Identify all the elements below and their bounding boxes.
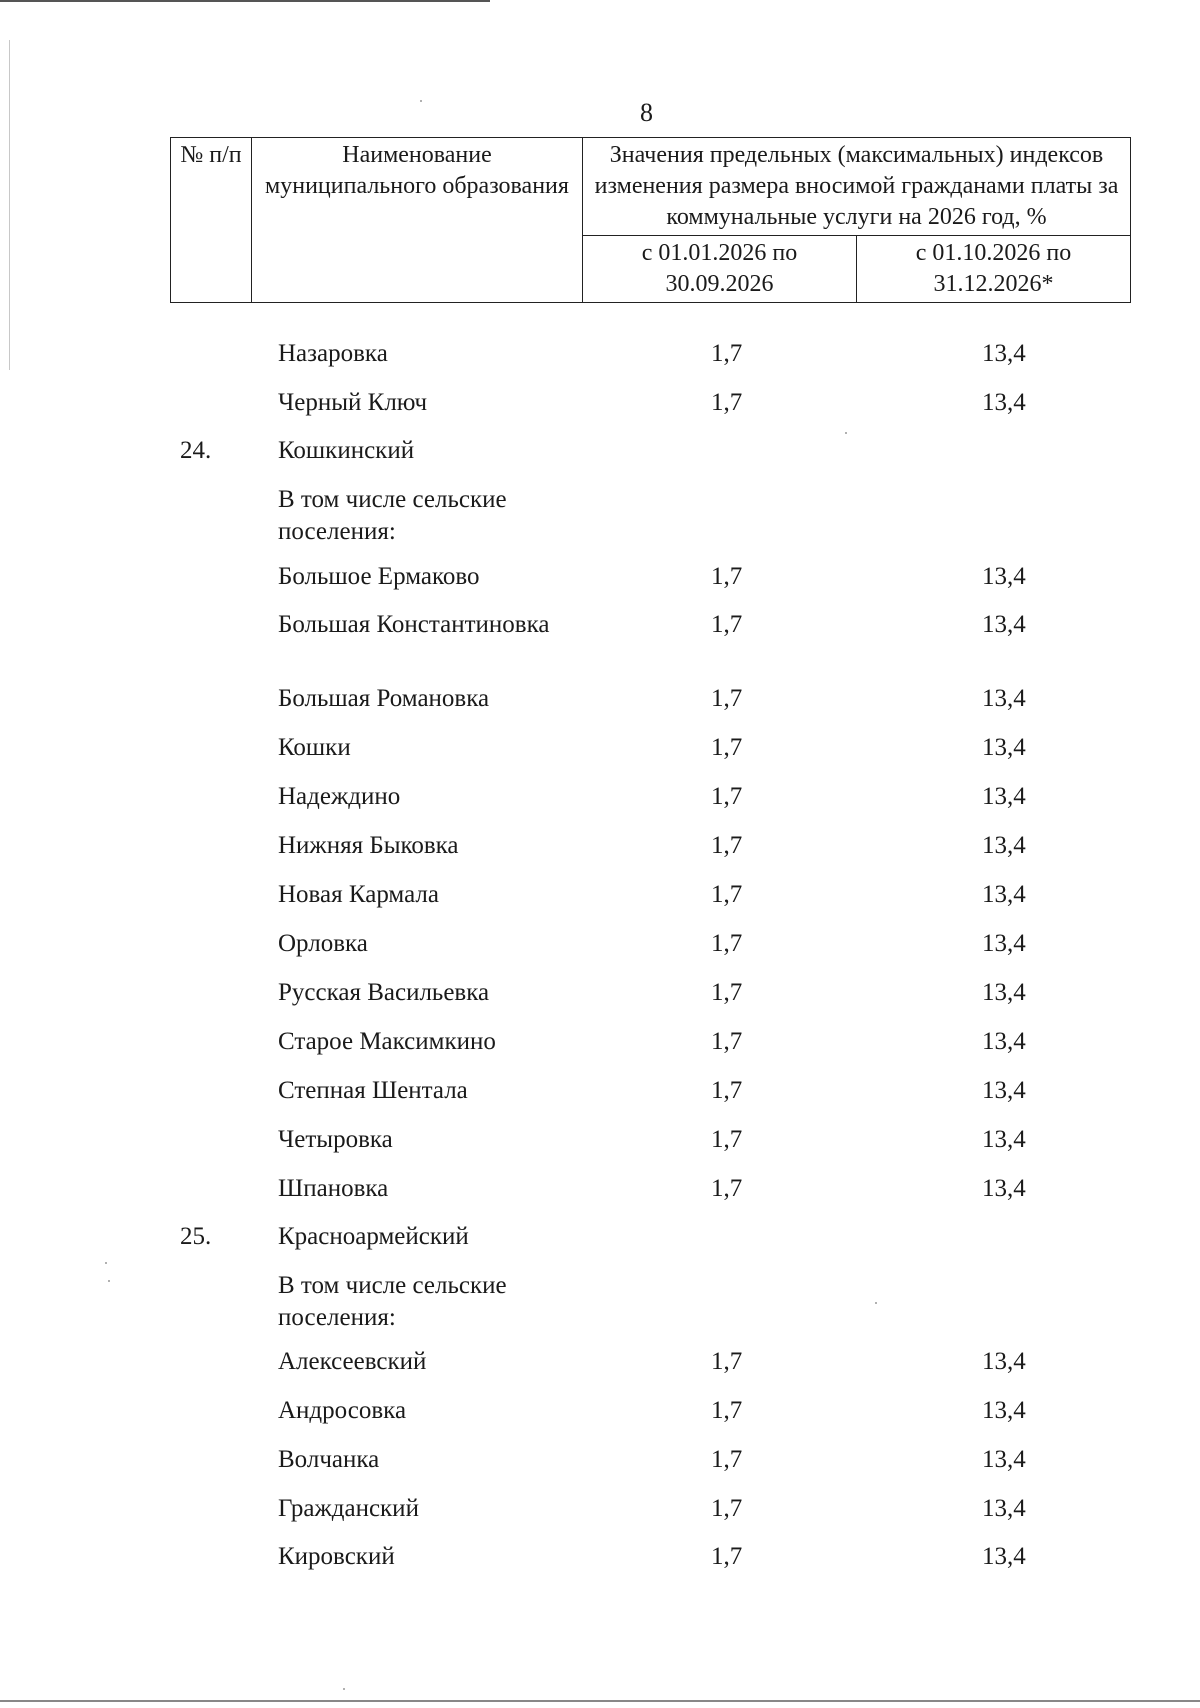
value-period-1: 1,7 [711, 734, 743, 761]
value-period-1: 1,7 [711, 1348, 743, 1375]
municipality-name: Кошки [278, 734, 351, 761]
value-period-2: 13,4 [982, 611, 1026, 638]
value-period-2: 13,4 [982, 832, 1026, 859]
value-period-1: 1,7 [711, 979, 743, 1006]
value-period-2: 13,4 [982, 979, 1026, 1006]
value-period-2: 13,4 [982, 1348, 1026, 1375]
value-period-2: 13,4 [982, 734, 1026, 761]
value-period-2: 13,4 [982, 783, 1026, 810]
municipality-name: Степная Шентала [278, 1077, 468, 1104]
value-period-1: 1,7 [711, 1397, 743, 1424]
municipality-name: В том числе сельские поселения: [278, 486, 507, 545]
municipality-name: Кировский [278, 1543, 395, 1570]
value-period-1: 1,7 [711, 1495, 743, 1522]
header-num-col: № п/п [171, 138, 252, 303]
municipality-name: Большое Ермаково [278, 563, 480, 590]
value-period-2: 13,4 [982, 389, 1026, 416]
municipality-name: Шпановка [278, 1175, 389, 1202]
municipality-name: Алексеевский [278, 1348, 427, 1375]
municipality-name: Надеждино [278, 783, 401, 810]
value-period-1: 1,7 [711, 611, 743, 638]
value-period-2: 13,4 [982, 1028, 1026, 1055]
value-period-2: 13,4 [982, 685, 1026, 712]
row-number: 24. [180, 437, 212, 464]
municipality-name: Назаровка [278, 340, 388, 367]
municipality-name: Андросовка [278, 1397, 407, 1424]
value-period-2: 13,4 [982, 1126, 1026, 1153]
municipality-name: Большая Романовка [278, 685, 490, 712]
value-period-1: 1,7 [711, 685, 743, 712]
value-period-2: 13,4 [982, 1446, 1026, 1473]
municipality-name: Русская Васильевка [278, 979, 490, 1006]
municipality-name: В том числе сельские поселения: [278, 1272, 507, 1331]
municipality-name: Старое Максимкино [278, 1028, 496, 1055]
municipality-name: Черный Ключ [278, 389, 428, 416]
municipality-name: Орловка [278, 930, 368, 957]
value-period-1: 1,7 [711, 783, 743, 810]
value-period-2: 13,4 [982, 881, 1026, 908]
value-period-2: 13,4 [982, 930, 1026, 957]
municipality-name: Четыровка [278, 1126, 393, 1153]
row-number: 25. [180, 1223, 212, 1250]
scan-edge-left [9, 40, 10, 370]
value-period-1: 1,7 [711, 563, 743, 590]
scan-speck [343, 1688, 345, 1690]
value-period-2: 13,4 [982, 1397, 1026, 1424]
scan-edge-bottom [0, 1700, 1200, 1702]
municipality-name: Большая Константиновка [278, 611, 550, 638]
value-period-1: 1,7 [711, 1077, 743, 1104]
header-values-col: Значения предельных (максимальных) индексов изменения размера вносимой гражданами платы за коммунальные услуги на 2026 год, % [583, 138, 1131, 236]
value-period-1: 1,7 [711, 1175, 743, 1202]
municipality-name: Волчанка [278, 1446, 380, 1473]
municipality-name: Новая Кармала [278, 881, 439, 908]
municipality-name: Кошкинский [278, 437, 415, 464]
page-number: 8 [640, 98, 653, 127]
scan-edge-top [0, 0, 490, 2]
value-period-1: 1,7 [711, 340, 743, 367]
header-period-1: с 01.01.2026 по 30.09.2026 [583, 236, 857, 303]
value-period-1: 1,7 [711, 389, 743, 416]
value-period-1: 1,7 [711, 832, 743, 859]
table-header [170, 137, 1131, 303]
value-period-2: 13,4 [982, 1495, 1026, 1522]
value-period-2: 13,4 [982, 563, 1026, 590]
municipality-name: Нижняя Быковка [278, 832, 459, 859]
scan-speck [105, 1262, 107, 1264]
scan-speck [108, 1280, 110, 1282]
value-period-1: 1,7 [711, 930, 743, 957]
municipality-name: Красноармейский [278, 1223, 469, 1250]
value-period-1: 1,7 [711, 1028, 743, 1055]
scan-speck [875, 1302, 877, 1304]
value-period-1: 1,7 [711, 1126, 743, 1153]
value-period-1: 1,7 [711, 881, 743, 908]
scan-speck [845, 432, 847, 434]
municipality-name: Гражданский [278, 1495, 419, 1522]
value-period-2: 13,4 [982, 1175, 1026, 1202]
scan-speck [420, 100, 422, 102]
value-period-1: 1,7 [711, 1543, 743, 1570]
value-period-1: 1,7 [711, 1446, 743, 1473]
header-name-col: Наименование муниципального образования [252, 138, 583, 303]
value-period-2: 13,4 [982, 340, 1026, 367]
value-period-2: 13,4 [982, 1077, 1026, 1104]
header-period-2: с 01.10.2026 по 31.12.2026* [857, 236, 1131, 303]
value-period-2: 13,4 [982, 1543, 1026, 1570]
